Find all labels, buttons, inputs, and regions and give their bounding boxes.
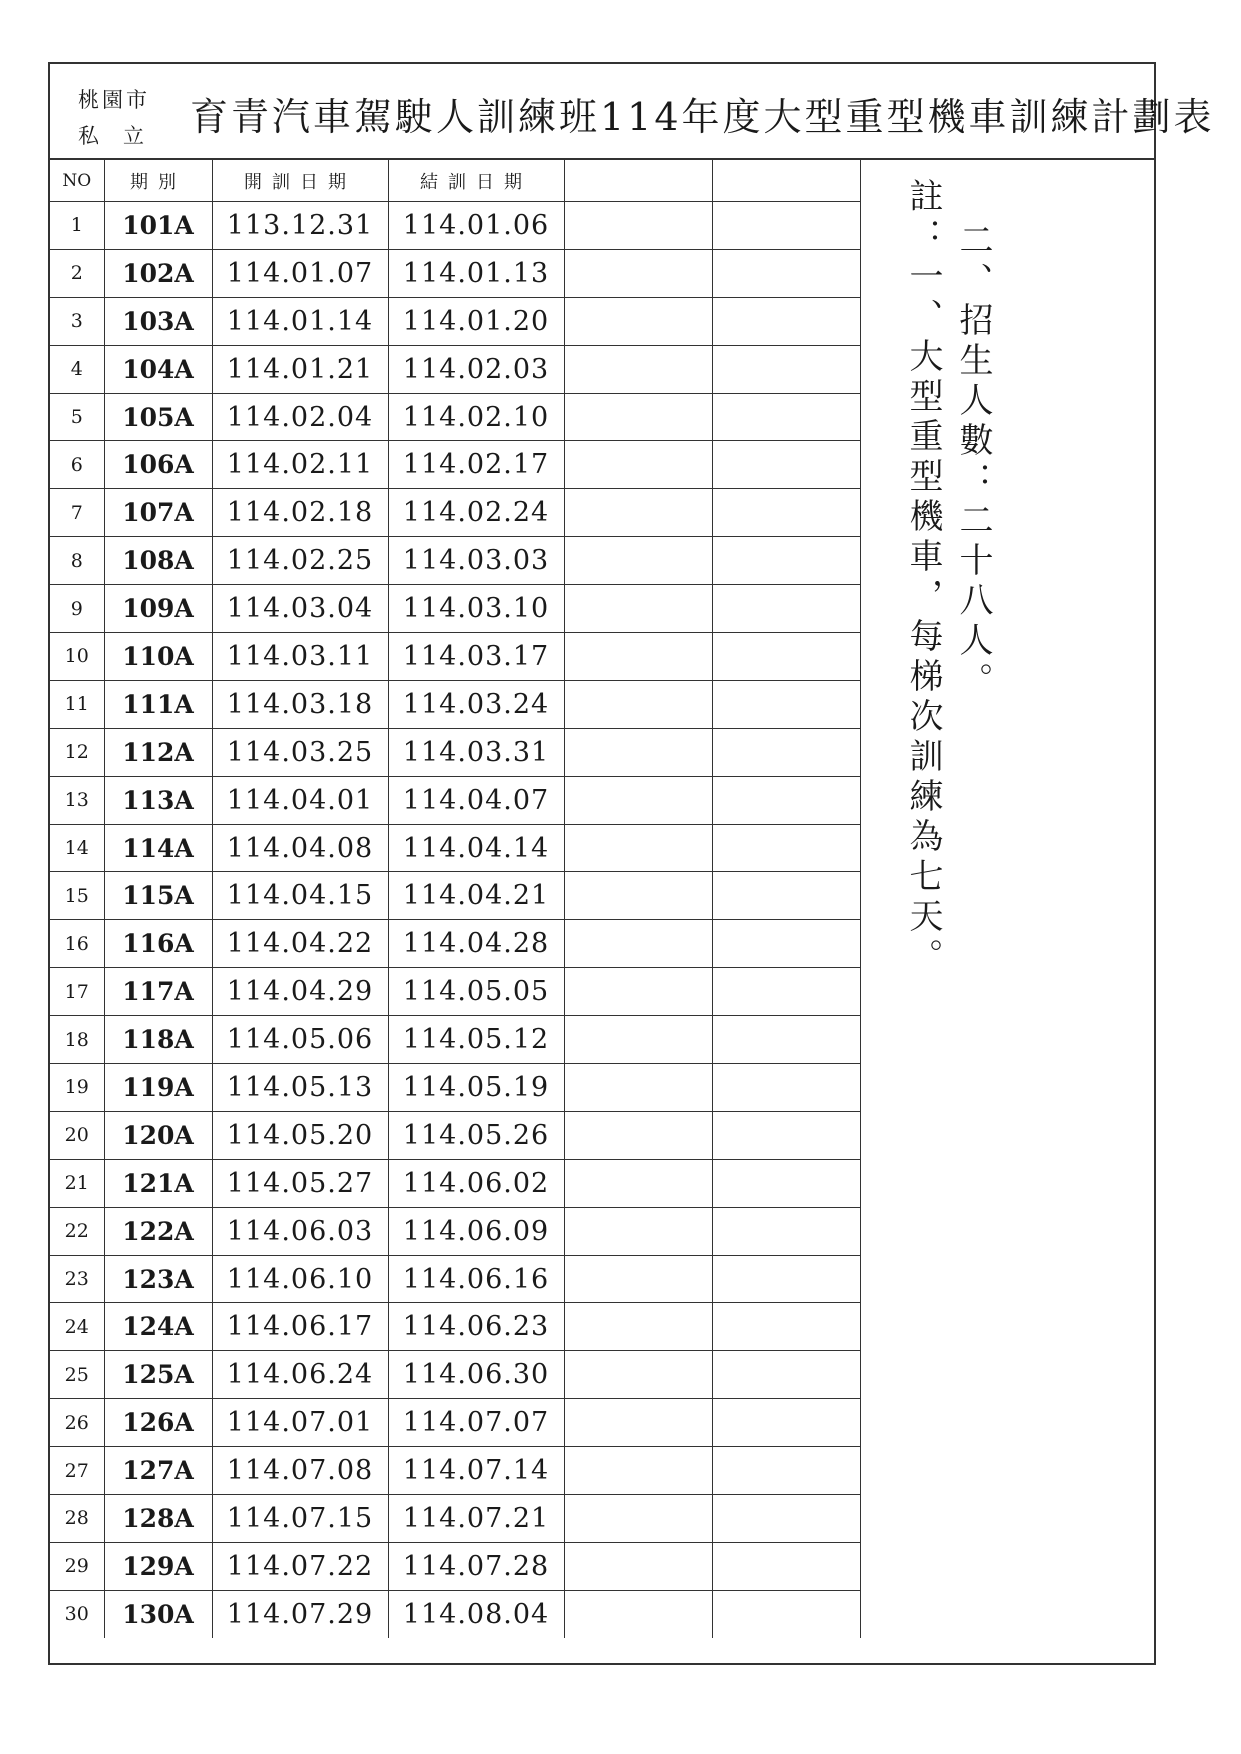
blank-cell — [712, 872, 860, 920]
table-row — [50, 345, 860, 393]
row-number: 30 — [50, 1590, 104, 1637]
note-line-2: 二、招生人數：二十八人。 — [953, 222, 993, 702]
blank-cell — [564, 297, 712, 345]
column-header-no: NO — [50, 160, 104, 202]
start-date: 114.04.15 — [212, 872, 388, 920]
table-row — [50, 585, 860, 633]
row-number: 23 — [50, 1255, 104, 1303]
period-code: 116A — [104, 920, 212, 968]
end-date: 114.03.03 — [388, 537, 564, 585]
end-date: 114.01.20 — [388, 297, 564, 345]
row-number: 6 — [50, 441, 104, 489]
blank-cell — [564, 1255, 712, 1303]
document-title: 育青汽車駕駛人訓練班114年度大型重型機車訓練計劃表 — [190, 95, 1215, 139]
period-code: 108A — [104, 537, 212, 585]
table-row — [50, 1351, 860, 1399]
row-number: 22 — [50, 1207, 104, 1255]
start-date: 114.07.08 — [212, 1447, 388, 1495]
blank-cell — [712, 824, 860, 872]
blank-cell — [564, 728, 712, 776]
row-number: 3 — [50, 297, 104, 345]
period-code: 105A — [104, 393, 212, 441]
start-date: 114.06.10 — [212, 1255, 388, 1303]
start-date: 114.04.08 — [212, 824, 388, 872]
period-code: 115A — [104, 872, 212, 920]
start-date: 113.12.31 — [212, 202, 388, 250]
period-code: 114A — [104, 824, 212, 872]
period-code: 106A — [104, 441, 212, 489]
period-code: 113A — [104, 776, 212, 824]
end-date: 114.06.30 — [388, 1351, 564, 1399]
row-number: 29 — [50, 1542, 104, 1590]
start-date: 114.07.29 — [212, 1590, 388, 1637]
start-date: 114.05.27 — [212, 1159, 388, 1207]
blank-cell — [564, 1590, 712, 1637]
blank-cell — [712, 585, 860, 633]
blank-cell — [564, 1542, 712, 1590]
row-number: 21 — [50, 1159, 104, 1207]
table-row — [50, 249, 860, 297]
table-row — [50, 968, 860, 1016]
table-row — [50, 680, 860, 728]
blank-cell — [712, 393, 860, 441]
blank-cell — [564, 1351, 712, 1399]
blank-cell — [564, 1447, 712, 1495]
row-number: 11 — [50, 680, 104, 728]
blank-cell — [712, 1303, 860, 1351]
end-date: 114.04.28 — [388, 920, 564, 968]
row-number: 13 — [50, 776, 104, 824]
end-date: 114.07.07 — [388, 1399, 564, 1447]
period-code: 122A — [104, 1207, 212, 1255]
end-date: 114.04.07 — [388, 776, 564, 824]
blank-cell — [712, 728, 860, 776]
row-number: 14 — [50, 824, 104, 872]
blank-cell — [712, 537, 860, 585]
blank-cell — [712, 776, 860, 824]
end-date: 114.02.17 — [388, 441, 564, 489]
table-row — [50, 1255, 860, 1303]
period-code: 121A — [104, 1159, 212, 1207]
column-header-end-date: 結訓日期 — [388, 160, 564, 202]
period-code: 124A — [104, 1303, 212, 1351]
blank-cell — [564, 1495, 712, 1543]
end-date: 114.07.28 — [388, 1542, 564, 1590]
row-number: 9 — [50, 585, 104, 633]
period-code: 125A — [104, 1351, 212, 1399]
blank-cell — [712, 920, 860, 968]
column-header-start-date: 開訓日期 — [212, 160, 388, 202]
end-date: 114.03.17 — [388, 633, 564, 681]
period-code: 130A — [104, 1590, 212, 1637]
period-code: 126A — [104, 1399, 212, 1447]
period-code: 119A — [104, 1064, 212, 1112]
start-date: 114.04.29 — [212, 968, 388, 1016]
blank-cell — [564, 1399, 712, 1447]
blank-cell — [712, 1159, 860, 1207]
table-row — [50, 1495, 860, 1543]
start-date: 114.05.13 — [212, 1064, 388, 1112]
start-date: 114.01.14 — [212, 297, 388, 345]
row-number: 12 — [50, 728, 104, 776]
period-code: 104A — [104, 345, 212, 393]
row-number: 7 — [50, 489, 104, 537]
row-number: 25 — [50, 1351, 104, 1399]
end-date: 114.07.14 — [388, 1447, 564, 1495]
end-date: 114.06.23 — [388, 1303, 564, 1351]
start-date: 114.04.01 — [212, 776, 388, 824]
table-row — [50, 1399, 860, 1447]
blank-cell — [564, 1111, 712, 1159]
start-date: 114.03.04 — [212, 585, 388, 633]
end-date: 114.02.24 — [388, 489, 564, 537]
row-number: 15 — [50, 872, 104, 920]
start-date: 114.06.03 — [212, 1207, 388, 1255]
period-code: 120A — [104, 1111, 212, 1159]
end-date: 114.03.31 — [388, 728, 564, 776]
table-body — [50, 202, 860, 1638]
blank-cell — [564, 1207, 712, 1255]
end-date: 114.08.04 — [388, 1590, 564, 1637]
start-date: 114.02.18 — [212, 489, 388, 537]
start-date: 114.06.17 — [212, 1303, 388, 1351]
period-code: 123A — [104, 1255, 212, 1303]
row-number: 2 — [50, 249, 104, 297]
blank-cell — [712, 1111, 860, 1159]
table-row — [50, 537, 860, 585]
start-date: 114.07.22 — [212, 1542, 388, 1590]
end-date: 114.07.21 — [388, 1495, 564, 1543]
start-date: 114.05.20 — [212, 1111, 388, 1159]
start-date: 114.02.04 — [212, 393, 388, 441]
blank-cell — [564, 680, 712, 728]
blank-cell — [564, 345, 712, 393]
blank-cell — [564, 920, 712, 968]
table-header-row — [50, 160, 860, 202]
blank-cell — [564, 537, 712, 585]
blank-cell — [564, 1303, 712, 1351]
blank-cell — [564, 1016, 712, 1064]
row-number: 10 — [50, 633, 104, 681]
blank-cell — [564, 249, 712, 297]
table-row — [50, 1111, 860, 1159]
row-number: 8 — [50, 537, 104, 585]
blank-cell — [712, 1255, 860, 1303]
table-row — [50, 1447, 860, 1495]
table-row — [50, 1590, 860, 1637]
row-number: 28 — [50, 1495, 104, 1543]
table-row — [50, 920, 860, 968]
blank-cell — [564, 489, 712, 537]
table-row — [50, 441, 860, 489]
period-code: 109A — [104, 585, 212, 633]
blank-cell — [712, 968, 860, 1016]
period-code: 112A — [104, 728, 212, 776]
blank-cell — [564, 968, 712, 1016]
period-code: 107A — [104, 489, 212, 537]
end-date: 114.04.21 — [388, 872, 564, 920]
table-row — [50, 776, 860, 824]
row-number: 4 — [50, 345, 104, 393]
start-date: 114.06.24 — [212, 1351, 388, 1399]
row-number: 17 — [50, 968, 104, 1016]
note-line-1: 註：一、大型重型機車，每梯次訓練為七天。 — [903, 178, 943, 978]
end-date: 114.02.03 — [388, 345, 564, 393]
period-code: 118A — [104, 1016, 212, 1064]
end-date: 114.06.16 — [388, 1255, 564, 1303]
blank-cell — [712, 1590, 860, 1637]
blank-cell — [564, 393, 712, 441]
row-number: 27 — [50, 1447, 104, 1495]
blank-cell — [712, 1351, 860, 1399]
end-date: 114.01.06 — [388, 202, 564, 250]
blank-cell — [712, 345, 860, 393]
blank-cell — [712, 633, 860, 681]
row-number: 24 — [50, 1303, 104, 1351]
end-date: 114.02.10 — [388, 393, 564, 441]
end-date: 114.06.02 — [388, 1159, 564, 1207]
period-code: 101A — [104, 202, 212, 250]
blank-cell — [712, 680, 860, 728]
start-date: 114.03.11 — [212, 633, 388, 681]
blank-cell — [712, 297, 860, 345]
start-date: 114.02.25 — [212, 537, 388, 585]
column-header-period: 期別 — [104, 160, 212, 202]
period-code: 111A — [104, 680, 212, 728]
schedule-document — [48, 62, 1215, 1665]
period-code: 103A — [104, 297, 212, 345]
start-date: 114.07.15 — [212, 1495, 388, 1543]
end-date: 114.05.12 — [388, 1016, 564, 1064]
column-header-blank-1 — [564, 160, 712, 202]
column-header-blank-2 — [712, 160, 860, 202]
row-number: 1 — [50, 202, 104, 250]
period-code: 127A — [104, 1447, 212, 1495]
blank-cell — [712, 489, 860, 537]
table-row — [50, 872, 860, 920]
blank-cell — [564, 824, 712, 872]
row-number: 16 — [50, 920, 104, 968]
blank-cell — [712, 1542, 860, 1590]
start-date: 114.03.25 — [212, 728, 388, 776]
period-code: 129A — [104, 1542, 212, 1590]
table-row — [50, 297, 860, 345]
end-date: 114.03.10 — [388, 585, 564, 633]
blank-cell — [564, 776, 712, 824]
document-header — [50, 64, 1215, 160]
table-row — [50, 633, 860, 681]
table-row — [50, 1207, 860, 1255]
start-date: 114.05.06 — [212, 1016, 388, 1064]
blank-cell — [564, 872, 712, 920]
blank-cell — [712, 1495, 860, 1543]
blank-cell — [564, 585, 712, 633]
start-date: 114.07.01 — [212, 1399, 388, 1447]
table-row — [50, 1303, 860, 1351]
org-city-label: 桃園市 — [78, 88, 150, 112]
end-date: 114.05.26 — [388, 1111, 564, 1159]
blank-cell — [712, 1207, 860, 1255]
period-code: 110A — [104, 633, 212, 681]
blank-cell — [712, 1016, 860, 1064]
blank-cell — [564, 441, 712, 489]
start-date: 114.02.11 — [212, 441, 388, 489]
period-code: 128A — [104, 1495, 212, 1543]
period-code: 102A — [104, 249, 212, 297]
end-date: 114.04.14 — [388, 824, 564, 872]
blank-cell — [564, 633, 712, 681]
table-row — [50, 1159, 860, 1207]
table-row — [50, 1016, 860, 1064]
end-date: 114.05.19 — [388, 1064, 564, 1112]
blank-cell — [712, 202, 860, 250]
start-date: 114.01.21 — [212, 345, 388, 393]
table-row — [50, 393, 860, 441]
notes-panel — [860, 160, 1154, 1663]
row-number: 5 — [50, 393, 104, 441]
table-row — [50, 202, 860, 250]
table-row — [50, 1542, 860, 1590]
row-number: 26 — [50, 1399, 104, 1447]
row-number: 19 — [50, 1064, 104, 1112]
end-date: 114.05.05 — [388, 968, 564, 1016]
blank-cell — [564, 202, 712, 250]
blank-cell — [564, 1159, 712, 1207]
table-row — [50, 824, 860, 872]
blank-cell — [564, 1064, 712, 1112]
start-date: 114.03.18 — [212, 680, 388, 728]
row-number: 20 — [50, 1111, 104, 1159]
table-row — [50, 1064, 860, 1112]
blank-cell — [712, 1064, 860, 1112]
start-date: 114.04.22 — [212, 920, 388, 968]
end-date: 114.03.24 — [388, 680, 564, 728]
table-row — [50, 728, 860, 776]
blank-cell — [712, 249, 860, 297]
blank-cell — [712, 441, 860, 489]
training-schedule-table — [50, 160, 861, 1638]
end-date: 114.01.13 — [388, 249, 564, 297]
end-date: 114.06.09 — [388, 1207, 564, 1255]
blank-cell — [712, 1447, 860, 1495]
table-row — [50, 489, 860, 537]
org-type-label: 私立 — [78, 124, 168, 148]
row-number: 18 — [50, 1016, 104, 1064]
start-date: 114.01.07 — [212, 249, 388, 297]
blank-cell — [712, 1399, 860, 1447]
period-code: 117A — [104, 968, 212, 1016]
